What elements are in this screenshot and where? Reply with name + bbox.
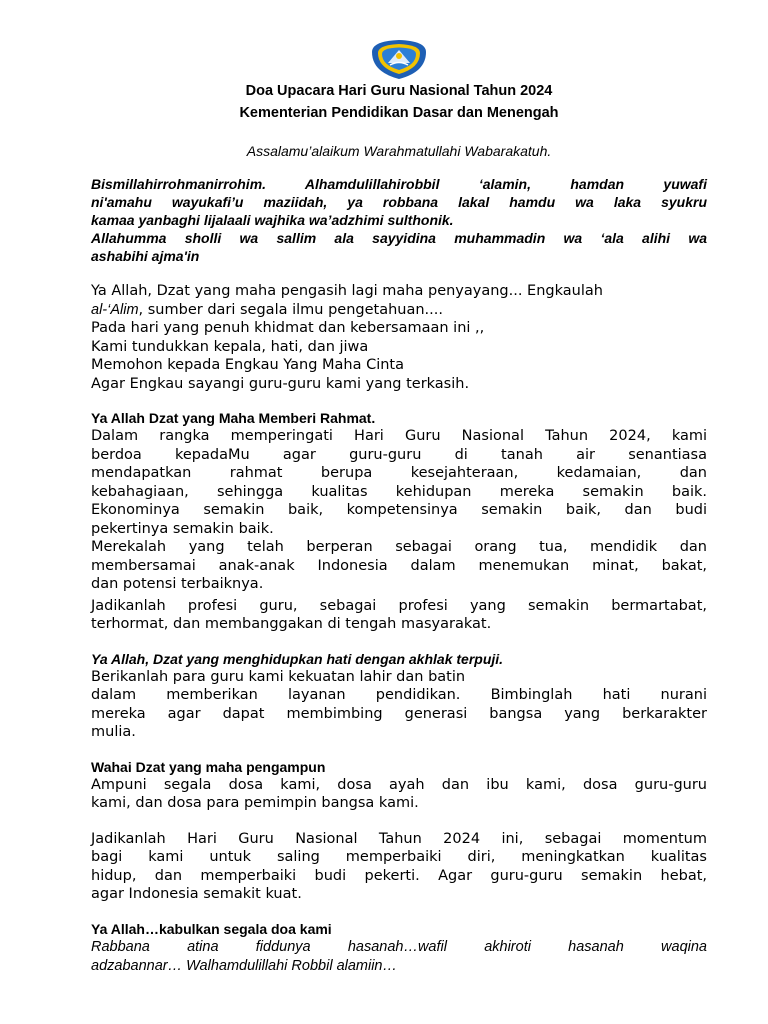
opening-line: Allahumma sholli wa sallim ala sayyidina muhammadin wa ‘ala alihi wa <box>91 230 707 246</box>
ministry-logo <box>367 38 431 82</box>
opening-line: kamaa yanbaghi lijalaali wajhika wa’adzhimi sulthonik. <box>91 212 454 228</box>
closing-line: Rabbana atina fiddunya hasanah…wafil akhiroti hasanah waqina <box>91 938 707 955</box>
stanza-line: Agar Engkau sayangi guru-guru kami yang terkasih. <box>91 375 470 392</box>
paragraph-line: bagi kami untuk saling memperbaiki diri, meningkatkan kualitas <box>91 849 707 865</box>
paragraph-line: Merekalah yang telah berperan sebagai orang tua, mendidik dan <box>91 539 707 555</box>
section-rahmat <box>91 410 707 634</box>
section-paragraph <box>91 597 707 634</box>
paragraph-line: mulia. <box>91 724 136 740</box>
paragraph-line: berdoa kepadaMu agar guru-guru di tanah air senantiasa <box>91 446 707 463</box>
paragraph-line: dan potensi terbaiknya. <box>91 576 264 592</box>
ministry-name: Kementerian Pendidikan Dasar dan Menengah <box>239 105 559 121</box>
section-title: Ya Allah Dzat yang Maha Memberi Rahmat. <box>91 410 376 426</box>
paragraph-line: Jadikanlah Hari Guru Nasional Tahun 2024 ini, sebagai momentum <box>91 830 707 847</box>
section-pengampun <box>91 759 707 813</box>
opening-greeting: Assalamu’alaikum Warahmatullahi Wabarakatuh. <box>246 143 552 159</box>
stanza-line: Kami tundukkan kepala, hati, dan jiwa <box>91 338 369 355</box>
paragraph-line: dalam memberikan layanan pendidikan. Bimbinglah hati nurani <box>91 687 707 703</box>
paragraph-line: hidup, dan memperbaiki budi pekerti. Agar guru-guru semakin hebat, <box>91 867 707 884</box>
section-momentum <box>91 830 707 904</box>
paragraph-line: pekertinya semakin baik. <box>91 520 274 537</box>
opening-line: ni'amahu wayukafi’u maziidah, ya robbana lakal hamdu wa laka syukru <box>91 194 707 210</box>
paragraph-line: terhormat, dan membanggakan di tengah masyarakat. <box>91 616 492 632</box>
paragraph-line: membersamai anak-anak Indonesia dalam menemukan minat, bakat, <box>91 557 707 574</box>
stanza-line: Memohon kepada Engkau Yang Maha Cinta <box>91 357 405 373</box>
section-title: Ya Allah, Dzat yang menghidupkan hati dengan akhlak terpuji. <box>91 650 504 667</box>
section-closing <box>91 921 707 976</box>
paragraph-line: Berikanlah para guru kami kekuatan lahir dan batin <box>91 668 466 685</box>
section-akhlak <box>91 651 707 742</box>
stanza-line: Pada hari yang penuh khidmat dan kebersamaan ini ,, <box>91 320 485 336</box>
paragraph-line: agar Indonesia semakit kuat. <box>91 886 302 902</box>
tut-wuri-handayani-emblem-icon <box>368 38 430 80</box>
document-title: Doa Upacara Hari Guru Nasional Tahun 2024 <box>245 83 553 99</box>
paragraph-line: Ekonominya semakin baik, kompetensinya semakin baik, dan budi <box>91 502 707 518</box>
section-paragraph <box>91 427 707 538</box>
paragraph-line: Jadikanlah profesi guru, sebagai profesi yang semakin bermartabat, <box>91 597 707 614</box>
al-alim-term: al-‘Alim <box>91 301 139 318</box>
paragraph-line: mendapatkan rahmat berupa kesejahteraan, kedamaian, dan <box>91 465 707 481</box>
paragraph-line: kami, dan dosa para pemimpin bangsa kami. <box>91 795 419 811</box>
stanza-line: Ya Allah, Dzat yang maha pengasih lagi maha penyayang... Engkaulah <box>91 283 603 299</box>
stanza-one <box>91 282 707 393</box>
opening-line: Bismillahirrohmanirrohim. Alhamdulillahirobbil ‘alamin, hamdan yuwafi <box>91 176 707 192</box>
document-page <box>91 38 707 976</box>
closing-line: adzabannar… Walhamdulillahi Robbil alamiin… <box>91 957 398 974</box>
paragraph-line: Dalam rangka memperingati Hari Guru Nasional Tahun 2024, kami <box>91 428 707 444</box>
section-title: Ya Allah…kabulkan segala doa kami <box>91 920 332 937</box>
section-title: Wahai Dzat yang maha pengampun <box>91 758 326 775</box>
opening-line: ashabihi ajma'in <box>91 248 200 264</box>
section-paragraph <box>91 538 707 594</box>
paragraph-line: mereka agar dapat membimbing generasi bangsa yang berkarakter <box>91 705 707 722</box>
paragraph-line: kebahagiaan, sehingga kualitas kehidupan mereka semakin baik. <box>91 483 707 500</box>
section-paragraph <box>91 776 707 813</box>
section-paragraph <box>91 668 707 742</box>
paragraph-line: Ampuni segala dosa kami, dosa ayah dan ibu kami, dosa guru-guru <box>91 776 707 793</box>
stanza-line <box>91 301 707 320</box>
opening-prayer <box>91 175 707 265</box>
stanza-line-rest: , sumber dari segala ilmu pengetahuan.... <box>138 301 443 318</box>
closing-prayer <box>91 938 707 976</box>
